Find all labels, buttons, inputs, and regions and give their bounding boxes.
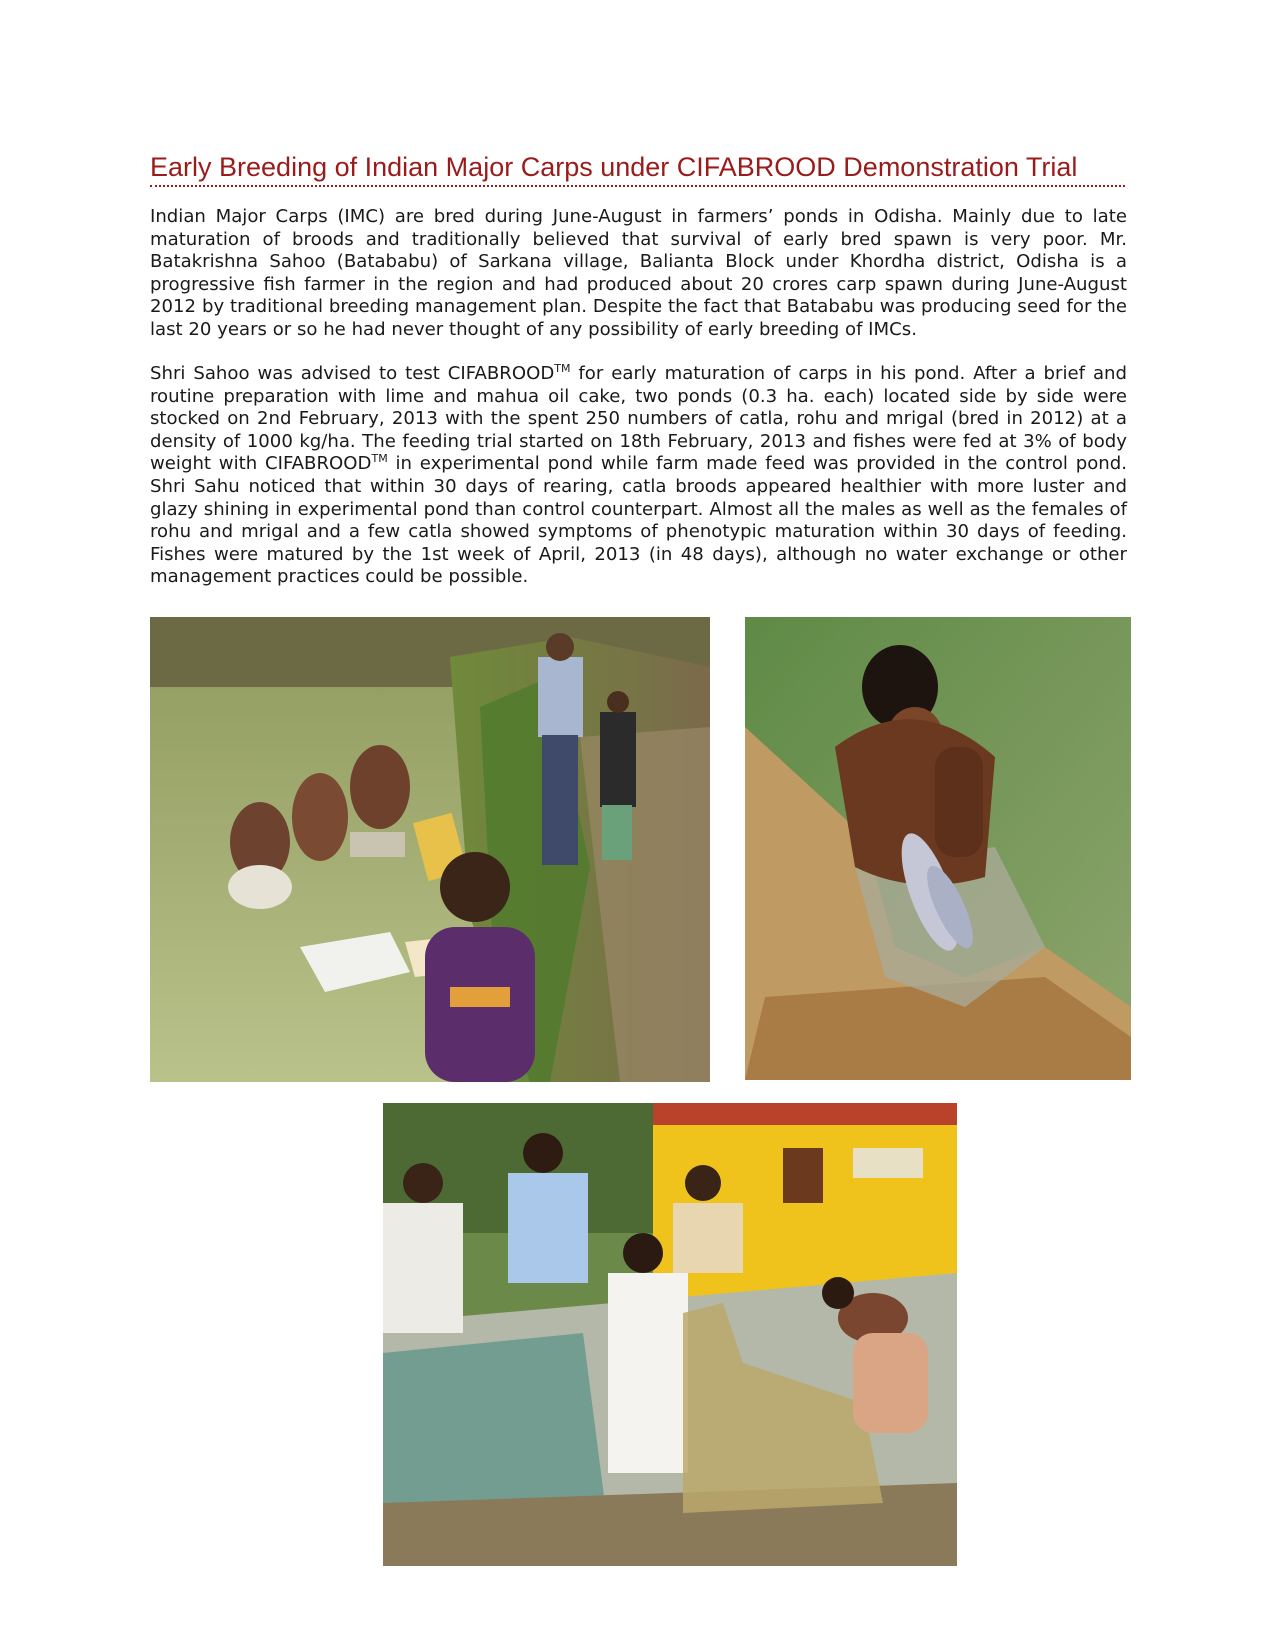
trial-paragraph	[150, 363, 1127, 589]
tank-netting-photo	[383, 1103, 957, 1566]
trademark-superscript: TM	[371, 452, 388, 466]
page-title: Early Breeding of Indian Major Carps under CIFABROOD Demonstration Trial	[150, 150, 1125, 187]
intro-paragraph: Indian Major Carps (IMC) are bred during June-August in farmers’ ponds in Odisha. Mainly due to late maturation of broods and traditionally believed that survival of early bred spawn is very poor. Mr. Batakrishna Sahoo (Batababu) of Sarkana village, Balianta Block under Khordha district, Odisha is a progressive fish farmer in the region and had produced about 20 crores carp spawn during June-August 2012 by traditional breeding management plan. Despite the fact that Batababu was producing seed for the last 20 years or so he had never thought of any possibility of early breeding of IMCs.	[150, 206, 1127, 340]
trial-paragraph-part2: for early maturation of carps in his pond. After a brief and routine preparation with lime and mahua oil cake, two ponds (0.3 ha. each) located side by side were stocked on 2nd February, 2013 with the spent 250 numbers of catla, rohu and mrigal (bred in 2012) at a density of 1000 kg/ha. The feeding trial started on 18th February, 2013 and fishes were fed at 3% of body weight with CIFABROOD	[150, 363, 1127, 475]
pond-workers-photo	[150, 617, 710, 1082]
fish-catch-photo	[745, 617, 1131, 1080]
trademark-superscript: TM	[554, 361, 571, 375]
trial-paragraph-part1: Shri Sahoo was advised to test CIFABROOD	[150, 363, 555, 384]
trial-paragraph-part3: in experimental pond while farm made feed was provided in the control pond. Shri Sahu noticed that within 30 days of rearing, catla broods appeared healthier with more luster and glazy shining in experimental pond than control counterpart. Almost all the males as well as the females of rohu and mrigal and a few catla showed symptoms of phenotypic maturation within 30 days of feeding. Fishes were matured by the 1st week of April, 2013 (in 48 days), although no water exchange or other management practices could be possible.	[150, 453, 1127, 588]
